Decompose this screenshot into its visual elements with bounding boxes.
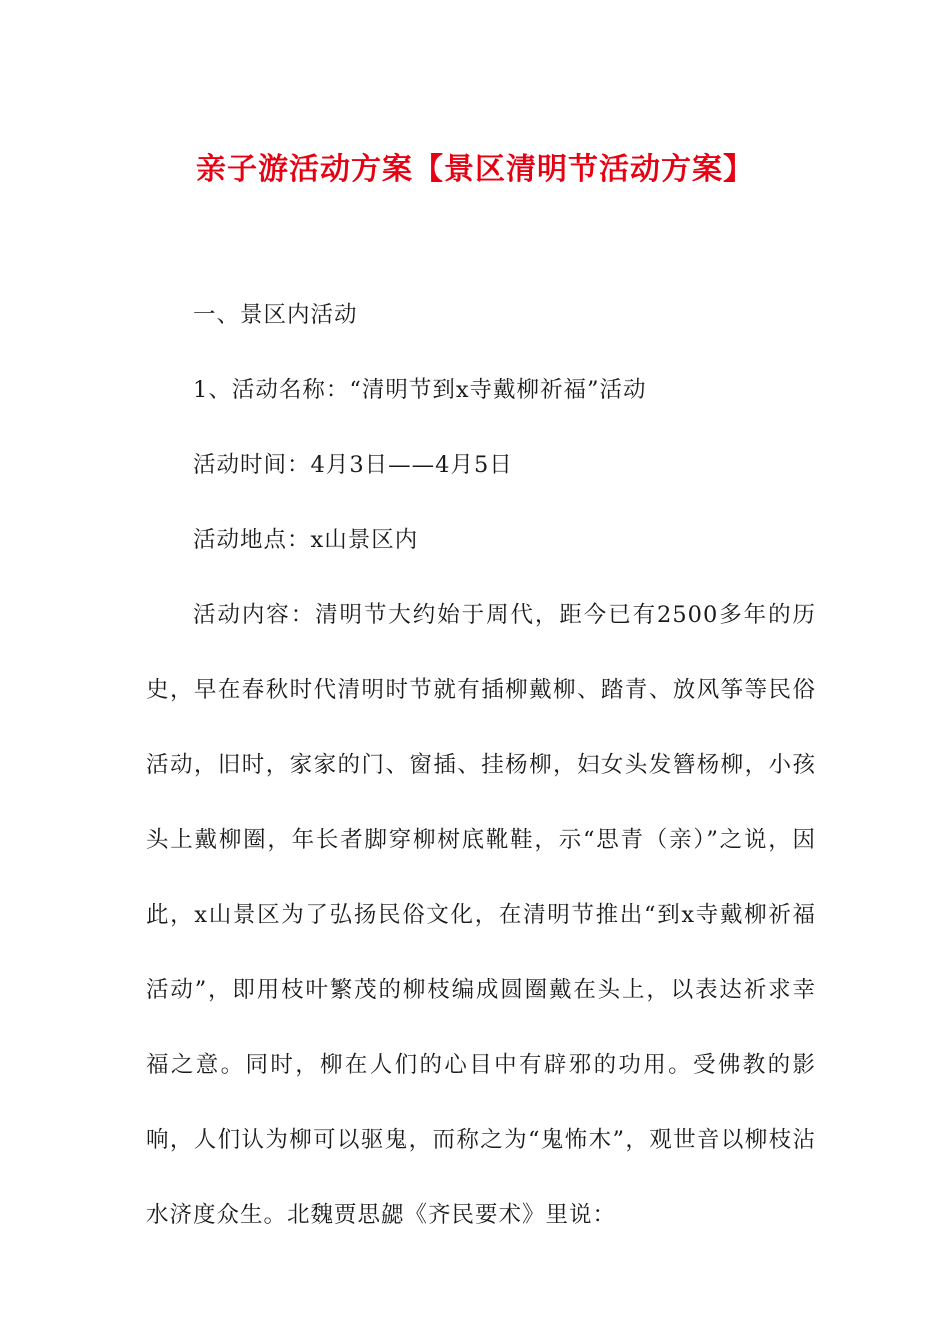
activity-content-paragraph: 活动内容：清明节大约始于周代，距今已有2500多年的历史，早在春秋时代清明时节就有插柳戴柳、踏青、放风筝等民俗活动，旧时，家家的门、窗插、挂杨柳，妇女头发簪杨柳，小孩头上戴柳圈，年长者脚穿柳树底靴鞋，示“思青（亲）”之说，因此，x山景区为了弘扬民俗文化，在清明节推出“到x寺戴柳祈福活动”，即用枝叶繁茂的柳枝编成圆圈戴在头上，以表达祈求幸福之意。同时，柳在人们的心目中有辟邪的功用。受佛教的影响，人们认为柳可以驱鬼，而称之为“鬼怖木”，观世音以柳枝沾水济度众生。北魏贾思勰《齐民要术》里说： [146, 602, 816, 1228]
section-heading: 一、景区内活动 [193, 302, 358, 328]
activity-location-paragraph: 活动地点：x山景区内 [193, 527, 419, 553]
document-title: 亲子游活动方案【景区清明节活动方案】 [196, 152, 754, 187]
activity-name-paragraph: 1、活动名称：“清明节到x寺戴柳祈福”活动 [193, 377, 647, 403]
activity-time-paragraph: 活动时间：4月3日——4月5日 [193, 452, 513, 478]
document-body [146, 278, 816, 1253]
